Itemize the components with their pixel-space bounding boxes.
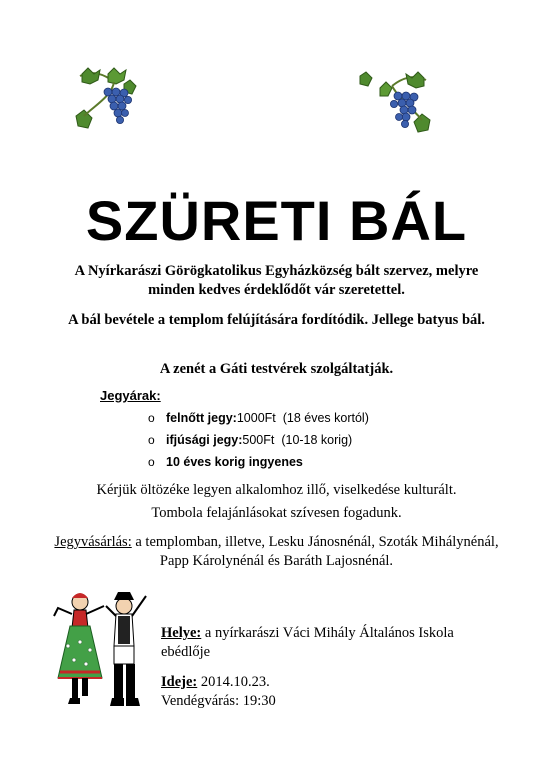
music-text: A zenét a Gáti testvérek szolgáltatják.	[159, 361, 394, 377]
venue-info	[161, 624, 491, 662]
dress-code-text: Kérjük öltözéke legyen alkalomhoz illő, viselkedése kulturált.	[96, 482, 457, 498]
date-label: Ideje:	[161, 674, 198, 690]
ticket-sales-detail: a templomban, illetve, Lesku Jánosnénál, Szoták Mihálynénál, Papp Károlynénál és Baráth Lajosnénál.	[131, 534, 499, 569]
ticket-note: (18 éves kortól)	[282, 411, 369, 425]
ticket-label: 10 éves korig ingyenes	[166, 455, 303, 469]
ticket-sales-label: Jegyvásárlás:	[54, 534, 132, 550]
grape-vine-right-icon	[356, 70, 432, 140]
ticket-price-list	[148, 410, 369, 476]
purpose-text: A bál bevétele a templom felújítására fordítódik. Jellege batyus bál.	[68, 312, 485, 328]
ticket-label: felnőtt jegy:	[166, 411, 237, 425]
date-text: 2014.10.23.	[197, 674, 270, 690]
ticket-price: 1000Ft	[236, 411, 276, 425]
tombola-text: Tombola felajánlásokat szívesen fogadunk.	[151, 505, 402, 521]
ticket-adult	[148, 410, 369, 432]
ticket-sales-text	[50, 533, 503, 571]
page-title: SZÜRETI BÁL	[85, 189, 468, 252]
tickets-heading: Jegyárak:	[100, 388, 161, 403]
intro-text: A Nyírkarászi Görögkatolikus Egyházközség bált szervez, melyre minden kedves érdeklődőt vár szeretettel.	[74, 263, 479, 298]
ticket-free	[148, 454, 369, 476]
date-info	[161, 673, 491, 711]
reception-time: Vendégvárás: 19:30	[161, 693, 276, 709]
folk-dancers-icon	[48, 586, 156, 710]
grape-vine-left-icon	[74, 66, 150, 136]
ticket-youth	[148, 432, 369, 454]
venue-text: a nyírkarászi Váci Mihály Általános Iskola ebédlője	[161, 625, 454, 660]
venue-label: Helye:	[161, 625, 202, 641]
ticket-price: 500Ft	[242, 433, 275, 447]
ticket-note: (10-18 korig)	[281, 433, 353, 447]
ticket-label: ifjúsági jegy:	[166, 433, 243, 447]
